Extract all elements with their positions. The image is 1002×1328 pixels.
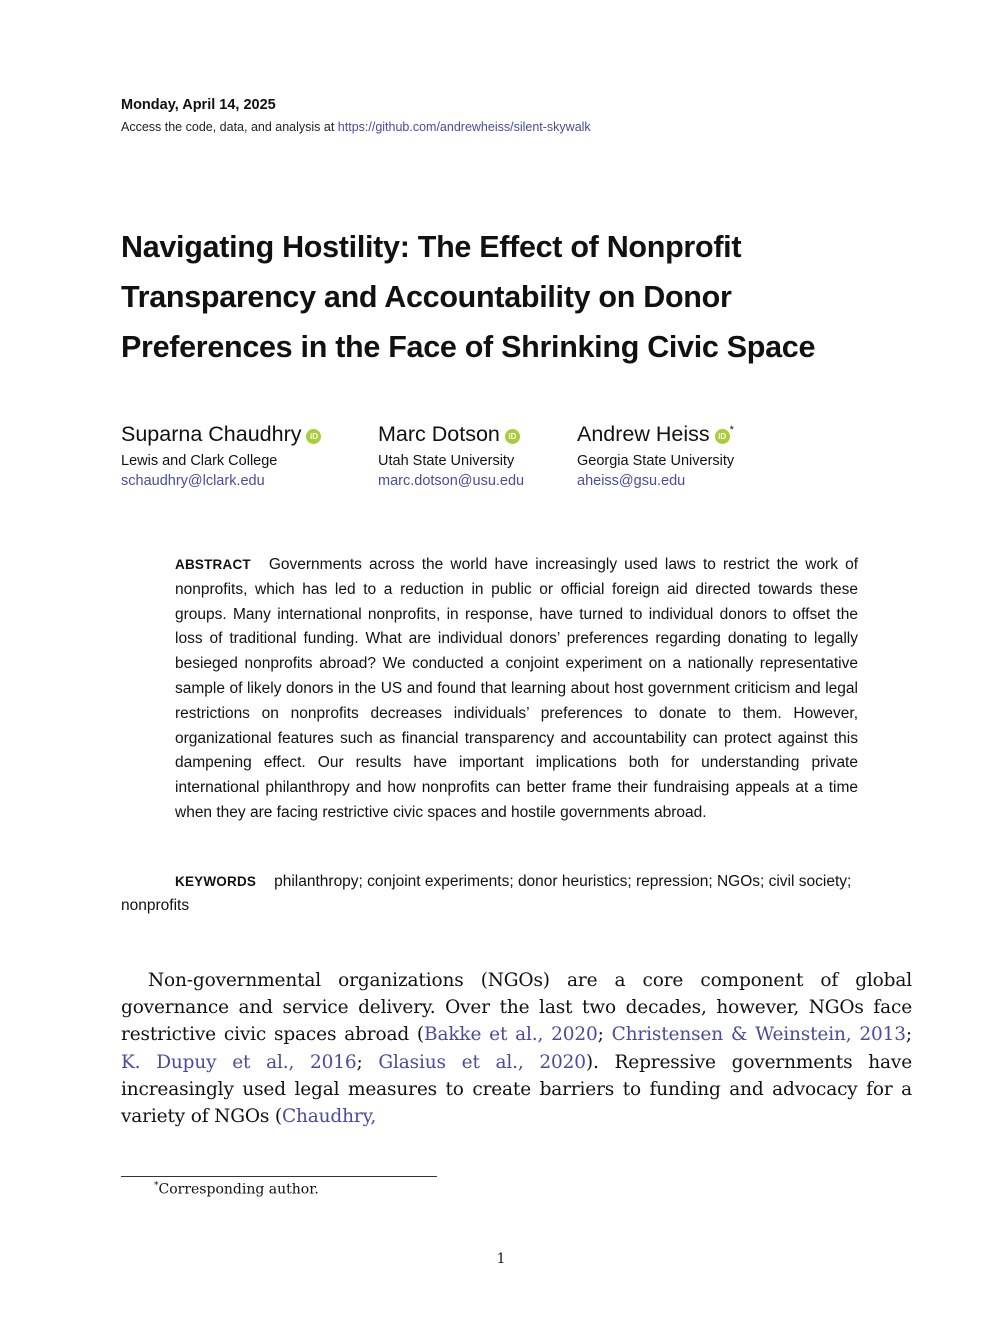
access-line [121,120,591,134]
author-affiliation: Utah State University [378,453,515,469]
citation-link[interactable]: K. Dupuy et al., 2016 [121,1051,357,1073]
author-block [378,422,524,489]
citation-link[interactable]: Christensen & Weinstein, 2013 [611,1024,906,1046]
repository-link[interactable]: https://github.com/andrewheiss/silent-skywalk [337,120,591,134]
author-name-line [378,422,524,447]
orcid-icon[interactable]: iD [306,429,321,444]
access-prefix: Access the code, data, and analysis at [121,120,338,134]
author-email[interactable]: marc.dotson@usu.edu [378,473,525,489]
citation-link[interactable]: Bakke et al., 2020 [424,1024,598,1046]
footnote [154,1181,319,1198]
paper-title: Navigating Hostility: The Effect of Nonprofit Transparency and Accountability on Donor Preferences in the Face of Shrinking Civic Space [121,230,816,364]
abstract [175,553,858,826]
page-number: 1 [496,1251,506,1267]
author-affiliation: Georgia State University [577,453,735,469]
citation-link[interactable]: Chaudhry, [282,1106,377,1128]
keywords [121,870,913,918]
author-name-line [577,422,734,447]
citation-separator: ; [356,1051,379,1073]
corresponding-mark: * [729,424,734,436]
intro-paragraph [121,967,912,1130]
paragraph-text: Non-governmental organizations (NGOs) are a core component of global governance and service delivery. Over the last two decades, however, NGOs face restrictive civic spaces abroad ( [121,970,912,1046]
author-name: Suparna Chaudhry [121,422,302,446]
author-name: Andrew Heiss [577,422,710,446]
abstract-text: Governments across the world have increasingly used laws to restrict the work of nonprofits, which has led to a reduction in public or official foreign aid directed towards these groups. Many international nonprofits, in response, have turned to individual donors to offset the loss of traditional funding. What are individual donors’ preferences regarding donating to legally besieged nonprofits abroad? We conducted a conjoint experiment on a nationally representative sample of likely donors in the US and found that learning about host government criticism and legal restrictions on nonprofits decreases individuals’ preferences to donate to them. However, organizational features such as financial transparency and accountability can protect against this dampening effect. Our results have important implications both for understanding private international philanthropy and how nonprofits can better frame their fundraising appeals at a time when they are facing restrictive civic spaces and hostile governments abroad. [175,556,858,821]
citation-separator: ; [597,1024,612,1046]
citation-link[interactable]: Glasius et al., 2020 [378,1051,586,1073]
keywords-text: philanthropy; conjoint experiments; donor heuristics; repression; NGOs; civil society; nonprofits [121,873,852,914]
orcid-icon[interactable]: iD [715,429,730,444]
author-block [577,422,734,489]
author-name: Marc Dotson [378,422,500,446]
author-block [121,422,321,489]
orcid-icon[interactable]: iD [505,429,520,444]
paragraph-text: ). Repressive governments have increasingly used legal measures to create barriers to funding and advocacy for a variety of NGOs ( [121,1051,912,1128]
author-name-line [121,422,321,447]
keywords-label: KEYWORDS [175,874,257,889]
footnote-text: Corresponding author. [158,1181,319,1198]
publication-date: Monday, April 14, 2025 [121,97,276,113]
citation-separator: ; [905,1024,912,1046]
footnote-rule [121,1176,437,1177]
author-affiliation: Lewis and Clark College [121,453,278,469]
footnote-mark: * [154,1181,159,1191]
author-email[interactable]: aheiss@gsu.edu [577,473,686,489]
author-email[interactable]: schaudhry@lclark.edu [121,473,265,489]
abstract-label: ABSTRACT [175,557,251,572]
